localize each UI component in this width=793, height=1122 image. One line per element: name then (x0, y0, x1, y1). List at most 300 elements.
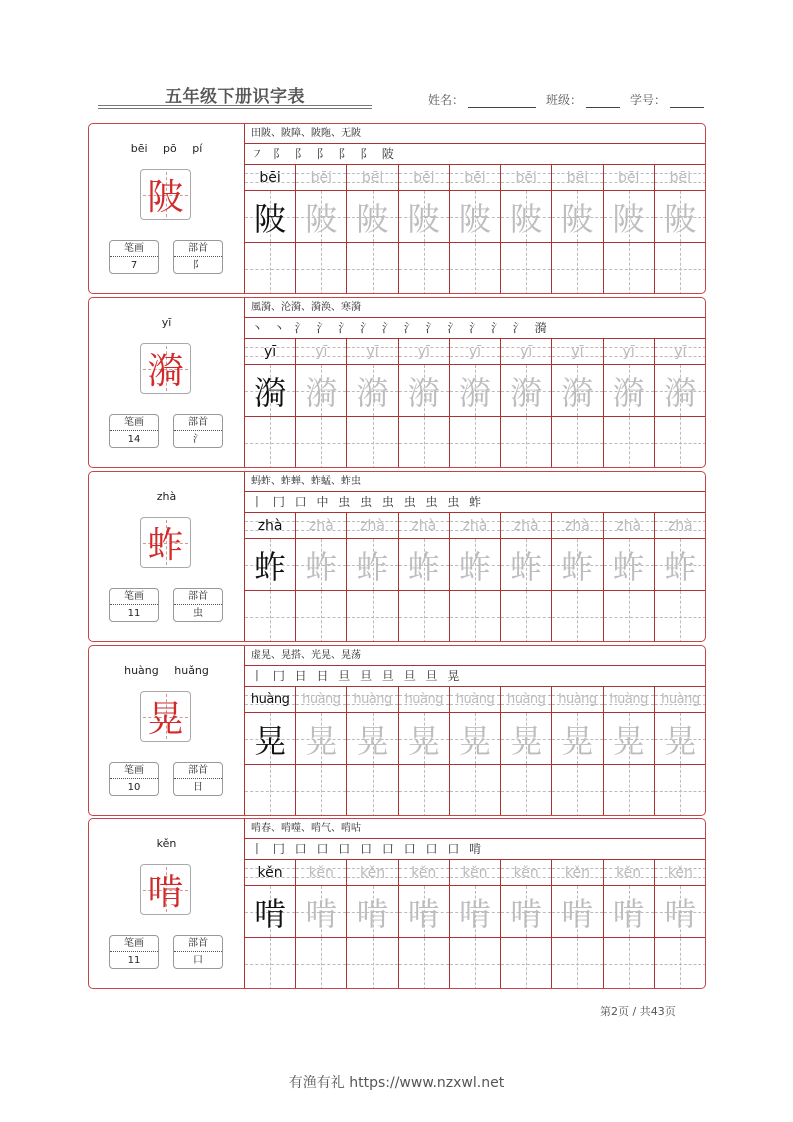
char-trace: 漪 (510, 373, 543, 412)
char-cell[interactable] (296, 539, 347, 590)
pinyin-trace: bēi (310, 169, 333, 186)
character-info-panel (89, 124, 244, 293)
radical-value: 口 (193, 955, 203, 966)
pinyin-trace: kěn (359, 864, 386, 881)
practice-cell[interactable] (245, 591, 296, 642)
radical-box (173, 588, 223, 622)
pinyin-cell[interactable] (655, 687, 706, 712)
practice-cell[interactable] (552, 417, 603, 468)
character-red: 啃 (147, 872, 184, 913)
pinyin-cell[interactable] (399, 860, 450, 885)
char-trace: 晃 (612, 721, 645, 760)
practice-grid (244, 124, 706, 293)
practice-cell[interactable] (604, 243, 655, 294)
pinyin-cell[interactable] (501, 860, 552, 885)
practice-cell[interactable] (347, 417, 398, 468)
pinyin-trace: kěn (462, 864, 488, 881)
char-cell[interactable] (552, 365, 603, 416)
pinyin-cell[interactable] (399, 687, 450, 712)
stroke-count-label: 笔画 (110, 589, 158, 605)
character-display-box (140, 691, 191, 742)
char-cell[interactable] (296, 191, 347, 242)
practice-cell[interactable] (399, 591, 450, 642)
char-cell[interactable] (604, 365, 655, 416)
radical-label: 部首 (174, 936, 222, 952)
char-trace: 啃 (664, 894, 697, 933)
pinyin-trace: kěn (513, 864, 539, 881)
character-red: 晃 (147, 699, 184, 740)
pinyin-trace: huàng (609, 692, 648, 707)
student-number-field[interactable] (630, 91, 704, 108)
stroke-count-label: 笔画 (110, 763, 158, 779)
char-trace: 陂 (612, 199, 645, 238)
pinyin-trace: zhà (667, 517, 693, 534)
pinyin-trace: huàng (558, 692, 597, 707)
char-cell[interactable] (399, 365, 450, 416)
example-words: 啃春、啃噬、啃气、啃咕 (245, 819, 706, 839)
char-cell[interactable] (450, 539, 501, 590)
name-blank[interactable] (468, 96, 536, 108)
char-cell[interactable] (501, 886, 552, 937)
char-sample: 陂 (254, 199, 287, 238)
character-pinyin: zhà (156, 490, 177, 503)
char-cell[interactable] (296, 365, 347, 416)
pinyin-cell[interactable] (347, 339, 398, 364)
char-trace: 陂 (407, 199, 440, 238)
pinyin-trace: bēi (669, 169, 692, 186)
pinyin-trace: huàng (506, 692, 546, 707)
class-blank[interactable] (586, 96, 620, 108)
pinyin-cell[interactable] (604, 687, 655, 712)
character-pinyin: yī (161, 316, 172, 329)
stroke-count-box (109, 762, 159, 796)
stroke-order: ㇇ 阝 阝 阝 阝 阝 陂 (245, 144, 706, 165)
pinyin-cell[interactable] (501, 513, 552, 538)
practice-grid (244, 819, 706, 988)
char-cell[interactable] (501, 713, 552, 764)
pinyin-cell[interactable] (552, 513, 603, 538)
pinyin-cell[interactable] (655, 339, 706, 364)
char-trace: 漪 (458, 373, 491, 412)
character-info-panel (89, 298, 244, 467)
pinyin-trace: yī (622, 343, 635, 360)
char-trace: 漪 (561, 373, 594, 412)
char-cell[interactable] (501, 365, 552, 416)
stroke-order: 丨 冂 口 口 口 口 口 口 口 口 啃 (245, 839, 706, 860)
practice-cell[interactable] (552, 765, 603, 816)
character-block (88, 297, 706, 468)
pinyin-trace: bēi (566, 169, 589, 186)
char-trace: 晃 (664, 721, 697, 760)
char-trace: 蚱 (356, 547, 389, 586)
character-row (245, 539, 706, 591)
char-trace: 陂 (305, 199, 338, 238)
char-cell[interactable] (296, 886, 347, 937)
pinyin-trace: zhà (411, 517, 437, 534)
char-trace: 蚱 (305, 547, 338, 586)
char-cell[interactable] (399, 886, 450, 937)
practice-cell[interactable] (655, 938, 706, 989)
char-trace: 陂 (458, 199, 491, 238)
pinyin-trace: kěn (564, 864, 590, 881)
radical-label: 部首 (174, 241, 222, 257)
char-cell[interactable] (604, 191, 655, 242)
pinyin-trace: kěn (308, 864, 334, 881)
character-display-box (140, 864, 191, 915)
pinyin-trace: yī (674, 343, 687, 360)
pinyin-cell[interactable] (399, 513, 450, 538)
radical-value: 氵 (193, 434, 203, 445)
char-trace: 啃 (458, 894, 491, 933)
stroke-order: 丨 冂 日 日 旦 旦 旦 旦 旦 晃 (245, 666, 706, 687)
char-cell[interactable] (450, 886, 501, 937)
pinyin-cell[interactable] (604, 513, 655, 538)
pinyin-cell[interactable] (552, 165, 603, 190)
pinyin-row (245, 339, 706, 365)
class-label: 班级： (546, 93, 583, 107)
practice-cell[interactable] (399, 243, 450, 294)
footer-watermark: 有渔有礼 https://www.nzxwl.net (288, 1075, 505, 1091)
practice-grid (244, 298, 706, 467)
character-info-panel (89, 646, 244, 815)
practice-cell[interactable] (501, 591, 552, 642)
practice-grid (244, 646, 706, 815)
char-cell[interactable] (245, 191, 296, 242)
pinyin-trace: zhà (462, 517, 488, 534)
char-cell[interactable] (399, 713, 450, 764)
pinyin-cell[interactable] (296, 687, 347, 712)
char-trace: 蚱 (407, 547, 440, 586)
character-pinyin: huàng huǎng (124, 664, 209, 677)
stroke-count-label: 笔画 (110, 241, 158, 257)
char-cell[interactable] (245, 539, 296, 590)
pinyin-cell[interactable] (501, 165, 552, 190)
char-trace: 漪 (305, 373, 338, 412)
practice-grid (244, 472, 706, 641)
character-block (88, 123, 706, 294)
pinyin-sample: bēi (259, 169, 281, 186)
practice-cell[interactable] (296, 243, 347, 294)
pinyin-cell[interactable] (296, 860, 347, 885)
pinyin-cell[interactable] (245, 339, 296, 364)
character-row (245, 886, 706, 938)
pinyin-cell[interactable] (552, 860, 603, 885)
practice-cell[interactable] (347, 938, 398, 989)
pinyin-trace: bēi (361, 169, 384, 186)
pinyin-trace: zhà (360, 517, 385, 534)
pinyin-cell[interactable] (450, 860, 501, 885)
character-info-panel (89, 819, 244, 988)
character-display-box (140, 343, 191, 394)
char-cell[interactable] (399, 191, 450, 242)
char-cell[interactable] (501, 191, 552, 242)
pinyin-cell[interactable] (347, 687, 398, 712)
practice-cell[interactable] (450, 765, 501, 816)
practice-cell[interactable] (552, 938, 603, 989)
practice-cell[interactable] (245, 765, 296, 816)
radical-box (173, 414, 223, 448)
pinyin-trace: kěn (411, 864, 437, 881)
char-trace: 陂 (356, 199, 389, 238)
pinyin-cell[interactable] (501, 687, 552, 712)
pinyin-cell[interactable] (552, 339, 603, 364)
character-red: 蚱 (147, 525, 184, 566)
char-trace: 啃 (510, 894, 543, 933)
pinyin-trace: kěn (616, 864, 642, 881)
pinyin-cell[interactable] (245, 687, 296, 712)
example-words: 虚晃、晃搭、光晃、晃荡 (245, 646, 706, 666)
pinyin-trace: zhà (308, 517, 334, 534)
practice-cell[interactable] (501, 765, 552, 816)
pinyin-cell[interactable] (347, 165, 398, 190)
char-trace: 漪 (407, 373, 440, 412)
practice-cell[interactable] (501, 417, 552, 468)
pinyin-cell[interactable] (655, 860, 706, 885)
blank-practice-row (245, 765, 706, 816)
char-cell[interactable] (347, 886, 398, 937)
practice-cell[interactable] (552, 243, 603, 294)
character-info-panel (89, 472, 244, 641)
pinyin-cell[interactable] (501, 339, 552, 364)
character-row (245, 713, 706, 765)
stroke-count-label: 笔画 (110, 415, 158, 431)
radical-label: 部首 (174, 589, 222, 605)
pinyin-cell[interactable] (296, 165, 347, 190)
practice-cell[interactable] (347, 591, 398, 642)
character-block (88, 818, 706, 989)
practice-cell[interactable] (552, 591, 603, 642)
char-cell[interactable] (347, 539, 398, 590)
radical-box (173, 935, 223, 969)
practice-cell[interactable] (501, 243, 552, 294)
char-cell[interactable] (347, 365, 398, 416)
title-underline (98, 105, 372, 106)
pinyin-cell[interactable] (655, 513, 706, 538)
char-trace: 漪 (664, 373, 697, 412)
char-trace: 晃 (407, 721, 440, 760)
practice-cell[interactable] (245, 938, 296, 989)
char-sample: 漪 (254, 373, 287, 412)
char-cell[interactable] (450, 365, 501, 416)
practice-cell[interactable] (399, 417, 450, 468)
pinyin-cell[interactable] (604, 165, 655, 190)
character-pinyin: bēi pō pí (130, 142, 203, 155)
practice-cell[interactable] (604, 938, 655, 989)
char-cell[interactable] (450, 713, 501, 764)
pinyin-trace: yī (571, 343, 584, 360)
practice-cell[interactable] (296, 765, 347, 816)
char-cell[interactable] (245, 713, 296, 764)
name-label: 姓名： (428, 93, 465, 107)
radical-label: 部首 (174, 763, 222, 779)
stroke-count-value: 11 (127, 955, 141, 966)
pinyin-cell[interactable] (245, 860, 296, 885)
pinyin-cell[interactable] (604, 860, 655, 885)
char-trace: 蚱 (458, 547, 491, 586)
char-cell[interactable] (604, 713, 655, 764)
practice-cell[interactable] (399, 938, 450, 989)
pinyin-trace: yī (366, 343, 379, 360)
character-block (88, 471, 706, 642)
pinyin-cell[interactable] (450, 165, 501, 190)
blank-practice-row (245, 243, 706, 294)
pinyin-cell[interactable] (552, 687, 603, 712)
practice-cell[interactable] (501, 938, 552, 989)
pinyin-trace: huàng (661, 692, 700, 707)
char-cell[interactable] (655, 191, 706, 242)
page-title: 五年级下册识字表 (165, 87, 305, 107)
char-trace: 蚱 (561, 547, 594, 586)
char-trace: 晃 (458, 721, 491, 760)
char-trace: 啃 (305, 894, 338, 933)
pinyin-cell[interactable] (399, 339, 450, 364)
character-block (88, 645, 706, 816)
radical-label: 部首 (174, 415, 222, 431)
char-cell[interactable] (655, 713, 706, 764)
char-trace: 陂 (510, 199, 543, 238)
char-sample: 晃 (254, 721, 287, 760)
practice-cell[interactable] (296, 417, 347, 468)
char-cell[interactable] (604, 539, 655, 590)
character-display-box (140, 517, 191, 568)
char-trace: 漪 (612, 373, 645, 412)
char-cell[interactable] (655, 365, 706, 416)
char-trace: 啃 (612, 894, 645, 933)
char-trace: 晃 (305, 721, 338, 760)
practice-cell[interactable] (655, 591, 706, 642)
stroke-order: 丨 冂 口 中 虫 虫 虫 虫 虫 虫 蚱 (245, 492, 706, 513)
character-display-box (140, 169, 191, 220)
pinyin-cell[interactable] (450, 513, 501, 538)
char-trace: 啃 (356, 894, 389, 933)
pinyin-trace: yī (315, 343, 328, 360)
pinyin-trace: kěn (667, 864, 693, 881)
pinyin-row (245, 860, 706, 886)
pinyin-cell[interactable] (399, 165, 450, 190)
example-words: 田陂、陂障、陂陁、无陂 (245, 124, 706, 144)
example-words: 風漪、沦漪、漪涣、寒漪 (245, 298, 706, 318)
stroke-count-value: 7 (130, 260, 138, 271)
char-cell[interactable] (245, 886, 296, 937)
stroke-order: 丶 丶 氵 氵 氵 氵 氵 氵 氵 氵 氵 氵 氵 漪 (245, 318, 706, 339)
practice-cell[interactable] (604, 417, 655, 468)
practice-cell[interactable] (604, 765, 655, 816)
student-info-fields (428, 92, 714, 108)
pinyin-cell[interactable] (604, 339, 655, 364)
char-cell[interactable] (655, 886, 706, 937)
character-pinyin: kěn (156, 837, 177, 850)
stroke-count-label: 笔画 (110, 936, 158, 952)
pinyin-sample: kěn (257, 864, 283, 881)
char-cell[interactable] (245, 365, 296, 416)
char-cell[interactable] (552, 191, 603, 242)
char-cell[interactable] (552, 539, 603, 590)
practice-cell[interactable] (655, 417, 706, 468)
practice-cell[interactable] (450, 243, 501, 294)
practice-cell[interactable] (347, 243, 398, 294)
pinyin-trace: zhà (565, 517, 590, 534)
char-cell[interactable] (552, 886, 603, 937)
pinyin-trace: zhà (616, 517, 642, 534)
pinyin-trace: yī (468, 343, 482, 360)
pinyin-cell[interactable] (296, 339, 347, 364)
pinyin-cell[interactable] (655, 165, 706, 190)
char-cell[interactable] (347, 191, 398, 242)
radical-value: 虫 (193, 608, 203, 619)
char-cell[interactable] (604, 886, 655, 937)
practice-cell[interactable] (655, 243, 706, 294)
char-cell[interactable] (552, 713, 603, 764)
char-cell[interactable] (655, 539, 706, 590)
char-trace: 漪 (356, 373, 389, 412)
practice-cell[interactable] (450, 417, 501, 468)
char-sample: 蚱 (254, 547, 287, 586)
radical-value: 日 (193, 782, 203, 793)
pinyin-cell[interactable] (296, 513, 347, 538)
student-number-blank[interactable] (670, 96, 704, 108)
title-underline-double (98, 108, 372, 109)
practice-cell[interactable] (655, 765, 706, 816)
pinyin-trace: huàng (404, 692, 443, 707)
practice-cell[interactable] (347, 765, 398, 816)
stroke-count-box (109, 588, 159, 622)
char-trace: 蚱 (612, 547, 645, 586)
pinyin-trace: bēi (464, 169, 486, 186)
practice-cell[interactable] (604, 591, 655, 642)
pinyin-cell[interactable] (347, 513, 398, 538)
class-field[interactable] (546, 91, 620, 108)
char-cell[interactable] (450, 191, 501, 242)
pinyin-trace: huàng (455, 692, 495, 707)
blank-practice-row (245, 938, 706, 989)
pinyin-sample: zhà (257, 517, 283, 534)
char-cell[interactable] (399, 539, 450, 590)
stroke-count-box (109, 414, 159, 448)
character-row (245, 365, 706, 417)
practice-cell[interactable] (296, 938, 347, 989)
pinyin-row (245, 165, 706, 191)
practice-cell[interactable] (450, 938, 501, 989)
radical-box (173, 240, 223, 274)
char-cell[interactable] (501, 539, 552, 590)
radical-value: 阝 (193, 260, 203, 271)
stroke-count-box (109, 240, 159, 274)
pinyin-trace: huàng (353, 692, 392, 707)
blank-practice-row (245, 417, 706, 468)
pinyin-cell[interactable] (245, 165, 296, 190)
page-indicator: 第2页 / 共43页 (600, 1005, 676, 1018)
pinyin-trace: bēi (413, 169, 435, 186)
pinyin-trace: huàng (302, 692, 341, 707)
pinyin-cell[interactable] (347, 860, 398, 885)
pinyin-cell[interactable] (450, 687, 501, 712)
name-field[interactable] (428, 91, 536, 108)
radical-box (173, 762, 223, 796)
stroke-count-value: 10 (127, 782, 141, 793)
practice-cell[interactable] (296, 591, 347, 642)
pinyin-cell[interactable] (245, 513, 296, 538)
practice-cell[interactable] (399, 765, 450, 816)
practice-cell[interactable] (245, 417, 296, 468)
char-cell[interactable] (347, 713, 398, 764)
char-cell[interactable] (296, 713, 347, 764)
pinyin-trace: yī (520, 343, 533, 360)
char-trace: 陂 (561, 199, 594, 238)
practice-cell[interactable] (450, 591, 501, 642)
char-sample: 啃 (254, 894, 287, 933)
practice-cell[interactable] (245, 243, 296, 294)
pinyin-cell[interactable] (450, 339, 501, 364)
